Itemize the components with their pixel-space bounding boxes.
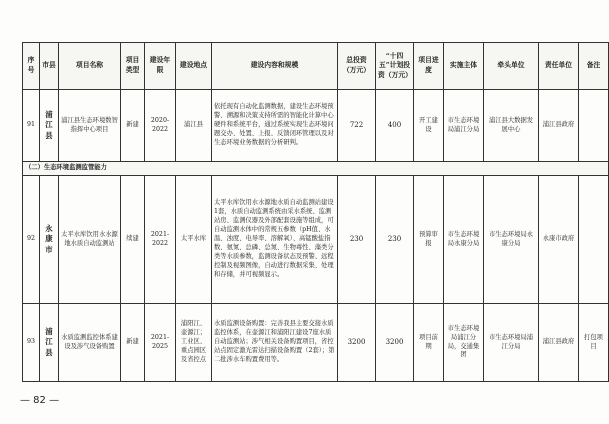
section-heading: （二）生态环境监测监管能力: [23, 162, 609, 176]
years-cell: 2021-2022: [145, 176, 176, 304]
implementer-cell: 市生态环境局永康分局: [444, 176, 484, 304]
header-cell: 建设内容和规模: [212, 43, 338, 90]
total-investment-cell: 3200: [338, 304, 376, 382]
county-cell: 永康市: [40, 176, 59, 304]
site-cell: 浦江县: [176, 90, 212, 162]
content-cell: 依托现有自动化监测数据，建设生态环境预警、溯源和决策支持所需的智能化计算中心硬件和系统平台，通过系统实现生态环境问题交办、处置、上报、反馈闭环管理以及对生态环境业务数据的分析研判。: [212, 90, 338, 162]
row-number: 92: [23, 176, 40, 304]
lead-unit-cell: 市生态环境局浦江分局: [484, 304, 539, 382]
lead-unit-cell: 市生态环境局永康分局: [484, 176, 539, 304]
header-cell: 项目名称: [59, 43, 121, 90]
implementer-cell: 市生态环境局浦江分局: [444, 90, 484, 162]
years-cell: 2021-2025: [145, 304, 176, 382]
project-table: [22, 42, 609, 382]
site-cell: 浦阳江、壶源江；工业区、重点园区及省控点: [176, 304, 212, 382]
county-cell: 浦江县: [40, 304, 59, 382]
header-cell: 责任单位: [539, 43, 579, 90]
project-name-cell: 浦江县生态环境数智指挥中心项目: [59, 90, 121, 162]
table-row: [23, 176, 609, 304]
plan-investment-cell: 400: [376, 90, 414, 162]
header-cell: 实施主体: [444, 43, 484, 90]
note-cell: [579, 90, 609, 162]
header-cell: 总投资（万元）: [338, 43, 376, 90]
progress-cell: 项目前期: [414, 304, 444, 382]
site-cell: 太平水库: [176, 176, 212, 304]
content-cell: 水质监测设备购置：完善我县主要交接水质监控体系，在壶源江和浦阳江建设7座水质自动监测站；涉气相关设备购置项目，省控站点固定激光雷达扫描设备购置（2套）；第二批涉水车购置费用等。: [212, 304, 338, 382]
header-cell: “十四五”计划投资（万元）: [376, 43, 414, 90]
project-type-cell: 新建: [121, 90, 145, 162]
header-cell: 备注: [579, 43, 609, 90]
project-type-cell: 新建: [121, 304, 145, 382]
table-row: [23, 304, 609, 382]
header-cell: 序号: [23, 43, 40, 90]
note-cell: [579, 176, 609, 304]
table-row: [23, 90, 609, 162]
page-number: — 82 —: [20, 395, 60, 406]
row-number: 93: [23, 304, 40, 382]
content-cell: 太平水库饮用水水源地水质自动监测站建设1套，水质自动监测系统由采水系统、监测站房、监测仪器及外部配套设施等组成，可自动监测水体中的常规五参数（pH值、水温、浊度、电导率、溶解氧）、高锰酸盐指数、氨氮、总磷、总氮、生物毒性、藻类分类等水质参数，监测设备状态及预警、远程控制及视频图像，自动进行数据采集、处理和存储，并可视频显示。: [212, 176, 338, 304]
header-cell: 建设地点: [176, 43, 212, 90]
plan-investment-cell: 230: [376, 176, 414, 304]
project-type-cell: 续建: [121, 176, 145, 304]
total-investment-cell: 230: [338, 176, 376, 304]
table-header-row: [23, 43, 609, 90]
document-page: [22, 42, 603, 382]
years-cell: 2020-2022: [145, 90, 176, 162]
section-heading-row: [23, 162, 609, 176]
header-cell: 市县: [40, 43, 59, 90]
county-cell: 浦江县: [40, 90, 59, 162]
implementer-cell: 市生态环境局浦江分局，交通集团: [444, 304, 484, 382]
note-cell: 打包项目: [579, 304, 609, 382]
progress-cell: 预算审报: [414, 176, 444, 304]
lead-unit-cell: 浦江县大数据发展中心: [484, 90, 539, 162]
header-cell: 项目进度: [414, 43, 444, 90]
row-number: 91: [23, 90, 40, 162]
responsible-unit-cell: 永康市政府: [539, 176, 579, 304]
progress-cell: 开工建设: [414, 90, 444, 162]
header-cell: 建设年限: [145, 43, 176, 90]
project-name-cell: 水质监测监控体系建设及涉气设备购置: [59, 304, 121, 382]
header-cell: 项目类型: [121, 43, 145, 90]
total-investment-cell: 722: [338, 90, 376, 162]
header-cell: 牵头单位: [484, 43, 539, 90]
responsible-unit-cell: 浦江县政府: [539, 90, 579, 162]
plan-investment-cell: 3200: [376, 304, 414, 382]
responsible-unit-cell: 浦江县政府: [539, 304, 579, 382]
project-name-cell: 太平水库饮用水水源地水质自动监测站: [59, 176, 121, 304]
